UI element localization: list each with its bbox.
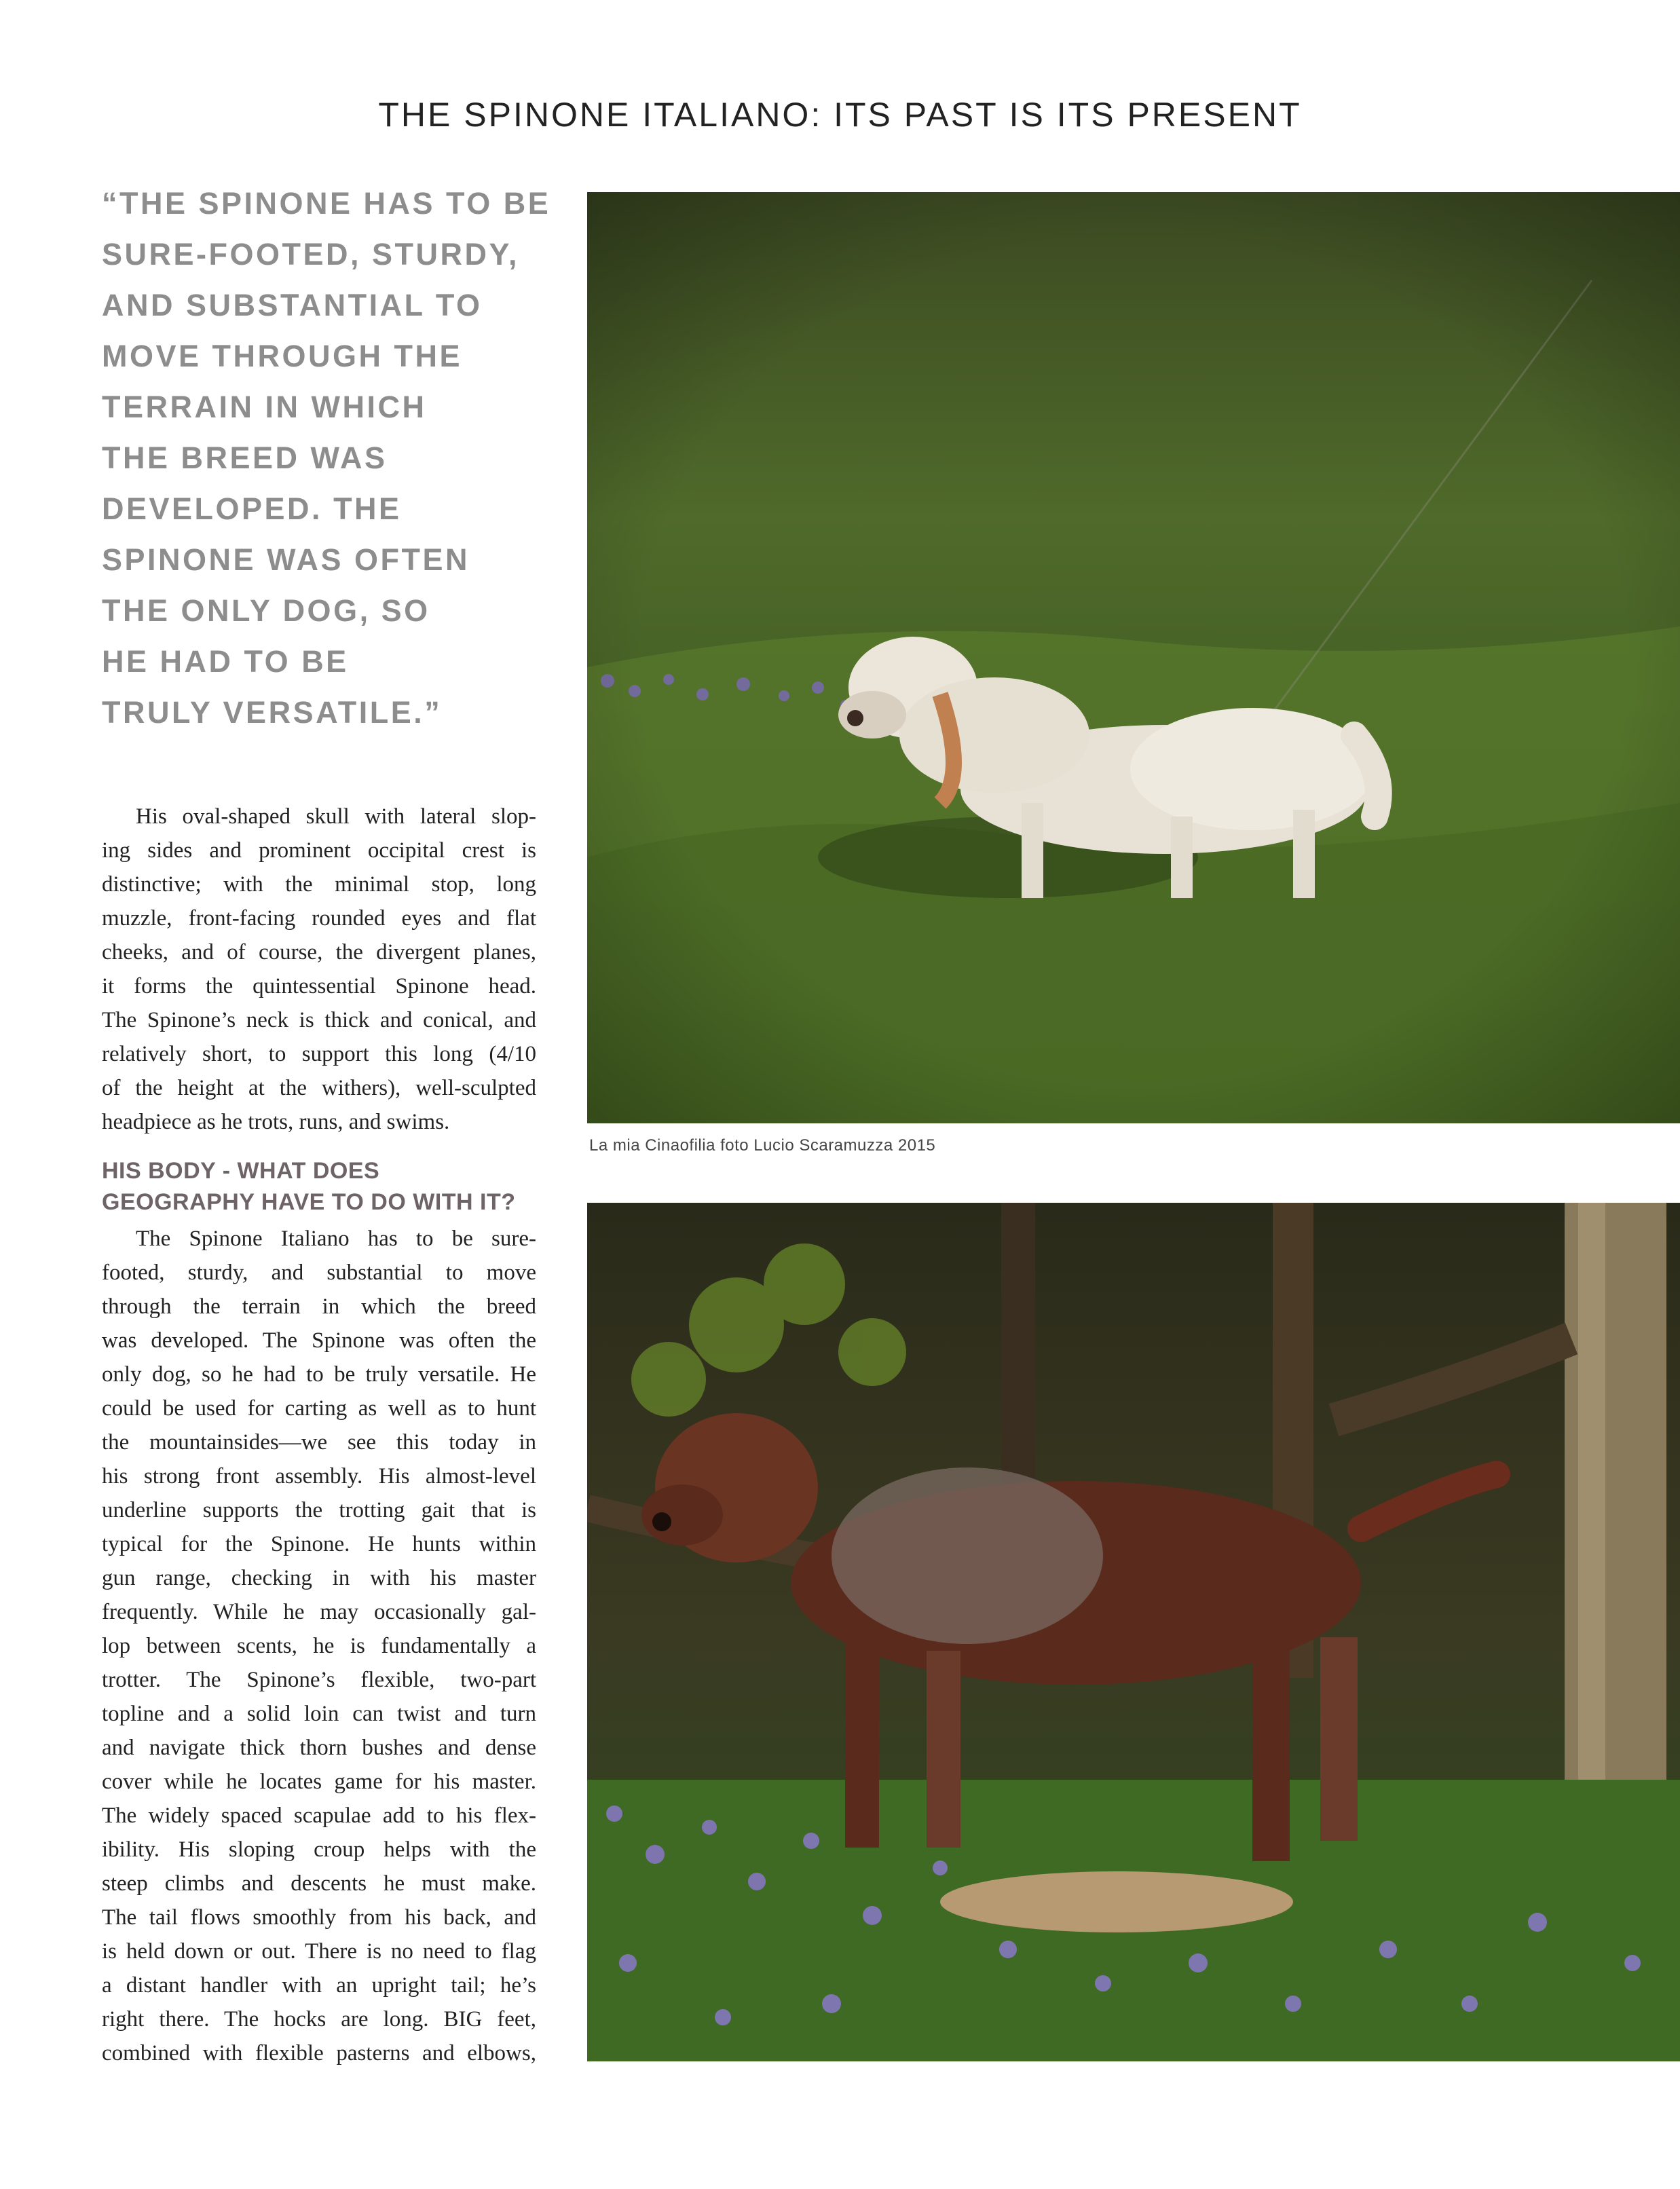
text-line: was developed. The Spinone was often the	[102, 1328, 536, 1353]
hillside-photo-illustration	[587, 192, 1680, 1123]
text-line: The tail flows smoothly from his back, and	[102, 1905, 536, 1930]
text-line: gun range, checking in with his master	[102, 1566, 536, 1590]
pull-quote-line: TRULY VERSATILE.”	[102, 695, 443, 730]
pull-quote-line: HE HAD TO BE	[102, 644, 349, 679]
text-line: The widely spaced scapulae add to his flex-	[102, 1803, 536, 1828]
text-line: ibility. His sloping croup helps with the	[102, 1837, 536, 1862]
text-line: distinctive; with the minimal stop, long	[102, 872, 536, 897]
woods-photo-illustration	[587, 1203, 1680, 2061]
body-paragraph-2	[102, 1222, 536, 2070]
text-line: trotter. The Spinone’s flexible, two-part	[102, 1668, 536, 1692]
text-line: a distant handler with an upright tail; he’s	[102, 1973, 536, 1998]
text-line: cheeks, and of course, the divergent planes,	[102, 940, 536, 965]
body-paragraph-1	[102, 800, 536, 1139]
section-heading-line: HIS BODY - WHAT DOES	[102, 1158, 380, 1184]
text-line: frequently. While he may occasionally gal-	[102, 1600, 536, 1624]
text-line: underline supports the trotting gait that is	[102, 1498, 536, 1522]
text-line: The Spinone Italiano has to be sure-	[136, 1227, 536, 1251]
text-line: combined with flexible pasterns and elbows,	[102, 2041, 536, 2065]
pull-quote-line: THE BREED WAS	[102, 441, 388, 475]
text-line: and navigate thick thorn bushes and dense	[102, 1736, 536, 1760]
pull-quote-line: SPINONE WAS OFTEN	[102, 542, 470, 577]
text-line: his strong front assembly. His almost-level	[102, 1464, 536, 1489]
text-line: could be used for carting as well as to hunt	[102, 1396, 536, 1421]
text-line: the mountainsides—we see this today in	[102, 1430, 536, 1455]
pull-quote-line: SURE-FOOTED, STURDY,	[102, 237, 520, 272]
photo-caption: La mia Cinaofilia foto Lucio Scaramuzza 2015	[589, 1136, 936, 1155]
text-line: footed, sturdy, and substantial to move	[102, 1260, 536, 1285]
text-line: only dog, so he had to be truly versatile. He	[102, 1362, 536, 1387]
photo-brown-spinone	[587, 1203, 1680, 2061]
section-heading-line: GEOGRAPHY HAVE TO DO WITH IT?	[102, 1189, 516, 1215]
text-line: ing sides and prominent occipital crest is	[102, 838, 536, 863]
text-line: topline and a solid loin can twist and turn	[102, 1702, 536, 1726]
running-head: THE SPINONE ITALIANO: ITS PAST IS ITS PRESENT	[378, 96, 1302, 134]
text-line: of the height at the withers), well-sculpted	[102, 1076, 536, 1100]
pull-quote-line: TERRAIN IN WHICH	[102, 390, 427, 424]
text-line: through the terrain in which the breed	[102, 1294, 536, 1319]
text-line: typical for the Spinone. He hunts within	[102, 1532, 536, 1556]
section-heading	[102, 1155, 550, 1218]
text-line: is held down or out. There is no need to flag	[102, 1939, 536, 1964]
photo-white-spinone	[587, 192, 1680, 1123]
pull-quote-line: AND SUBSTANTIAL TO	[102, 288, 483, 322]
pull-quote-line: MOVE THROUGH THE	[102, 339, 463, 373]
pull-quote	[102, 178, 551, 738]
text-line: muzzle, front-facing rounded eyes and flat	[102, 906, 536, 931]
text-line: lop between scents, he is fundamentally a	[102, 1634, 536, 1658]
text-line: steep climbs and descents he must make.	[102, 1871, 536, 1896]
text-line: cover while he locates game for his master.	[102, 1770, 536, 1794]
pull-quote-line: DEVELOPED. THE	[102, 491, 402, 526]
text-line: it forms the quintessential Spinone head.	[102, 974, 536, 998]
text-line: right there. The hocks are long. BIG feet,	[102, 2007, 536, 2032]
pull-quote-line: “THE SPINONE HAS TO BE	[102, 186, 551, 221]
text-line: His oval-shaped skull with lateral slop-	[136, 804, 536, 829]
text-line: The Spinone’s neck is thick and conical, and	[102, 1008, 536, 1032]
text-line: headpiece as he trots, runs, and swims.	[102, 1110, 450, 1134]
pull-quote-line: THE ONLY DOG, SO	[102, 593, 430, 628]
text-line: relatively short, to support this long (4/10	[102, 1042, 536, 1066]
